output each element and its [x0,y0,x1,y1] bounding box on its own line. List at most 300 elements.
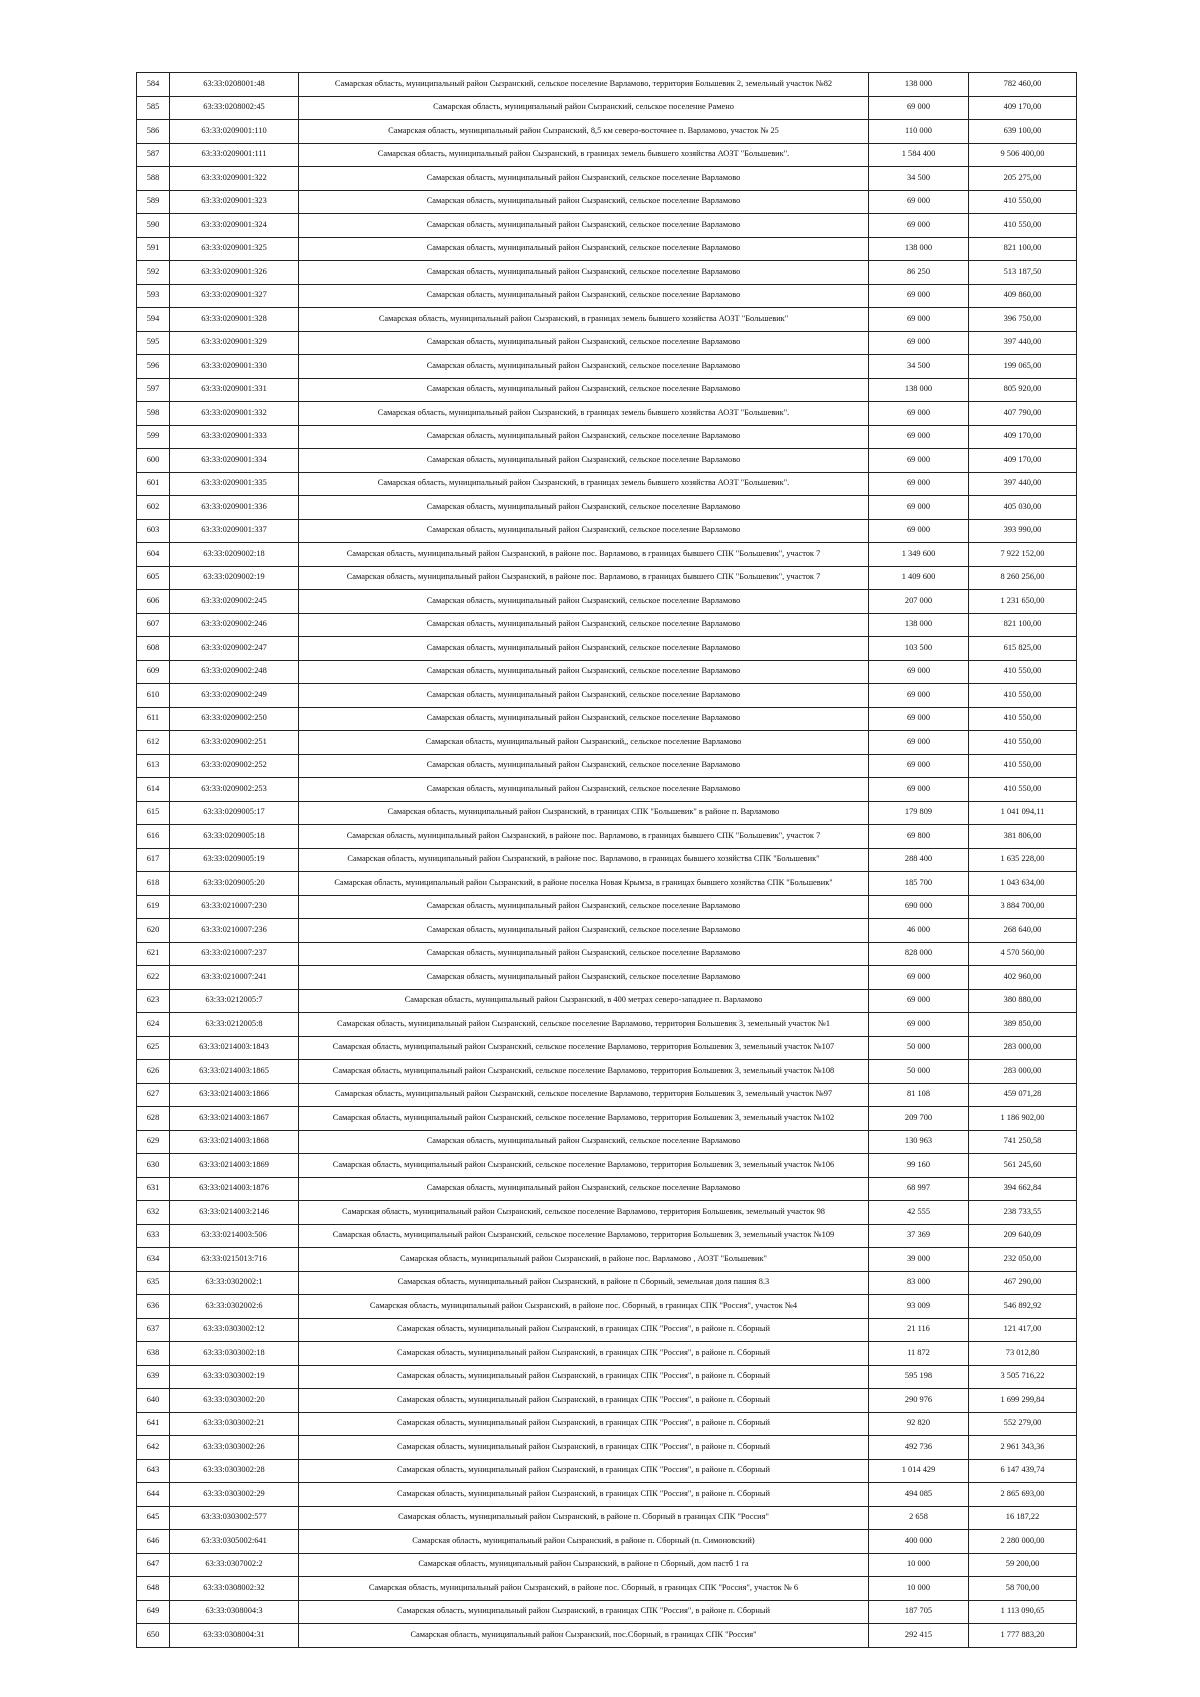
row-number-cell: 648 [137,1577,170,1601]
table-row [137,1177,1077,1201]
cadastral-number-cell: 63:33:0214003:2146 [170,1201,299,1225]
table-row [137,167,1077,191]
address-cell: Самарская область, муниципальный район Сызранский, сельское поселение Варламово [299,895,869,919]
address-cell: Самарская область, муниципальный район Сызранский, сельское поселение Варламово [299,378,869,402]
area-cell: 130 963 [869,1130,969,1154]
address-cell: Самарская область, муниципальный район Сызранский, сельское поселение Варламово, территория Большевик 3, земельный участок №106 [299,1154,869,1178]
area-cell: 69 000 [869,284,969,308]
cadastral-number-cell: 63:33:0209002:251 [170,731,299,755]
address-cell: Самарская область, муниципальный район Сызранский, сельское поселение Варламово, территория Большевик 3, земельный участок №107 [299,1036,869,1060]
row-number-cell: 600 [137,449,170,473]
cadastral-value-cell: 513 187,50 [969,261,1077,285]
cadastral-number-cell: 63:33:0209001:110 [170,120,299,144]
document-page [136,72,1076,1648]
table-row [137,1553,1077,1577]
table-row [137,801,1077,825]
cadastral-value-cell: 2 865 693,00 [969,1483,1077,1507]
table-row [137,872,1077,896]
row-number-cell: 635 [137,1271,170,1295]
cadastral-number-cell: 63:33:0209001:335 [170,472,299,496]
row-number-cell: 589 [137,190,170,214]
cadastral-value-cell: 821 100,00 [969,237,1077,261]
row-number-cell: 615 [137,801,170,825]
table-row [137,143,1077,167]
area-cell: 69 000 [869,989,969,1013]
address-cell: Самарская область, муниципальный район Сызранский, в границах земель бывшего хозяйства АОЗТ "Большевик". [299,402,869,426]
cadastral-value-cell: 410 550,00 [969,214,1077,238]
cadastral-value-cell: 209 640,09 [969,1224,1077,1248]
table-row [137,1154,1077,1178]
row-number-cell: 587 [137,143,170,167]
cadastral-number-cell: 63:33:0209001:331 [170,378,299,402]
cadastral-value-cell: 405 030,00 [969,496,1077,520]
address-cell: Самарская область, муниципальный район Сызранский, сельское поселение Варламово [299,966,869,990]
row-number-cell: 597 [137,378,170,402]
table-row [137,660,1077,684]
address-cell: Самарская область, муниципальный район Сызранский, в границах земель бывшего хозяйства АОЗТ "Большевик" [299,308,869,332]
area-cell: 69 000 [869,96,969,120]
address-cell: Самарская область, муниципальный район Сызранский, сельское поселение Варламово [299,1130,869,1154]
cadastral-number-cell: 63:33:0303002:577 [170,1506,299,1530]
row-number-cell: 624 [137,1013,170,1037]
row-number-cell: 609 [137,660,170,684]
row-number-cell: 636 [137,1295,170,1319]
cadastral-value-cell: 380 880,00 [969,989,1077,1013]
area-cell: 10 000 [869,1577,969,1601]
table-row [137,1224,1077,1248]
area-cell: 69 000 [869,331,969,355]
cadastral-value-cell: 4 570 560,00 [969,942,1077,966]
cadastral-number-cell: 63:33:0209001:336 [170,496,299,520]
table-row [137,355,1077,379]
table-row [137,1624,1077,1648]
address-cell: Самарская область, муниципальный район Сызранский, сельское поселение Варламово [299,613,869,637]
address-cell: Самарская область, муниципальный район Сызранский, сельское поселение Варламово, территория Большевик 3, земельный участок №102 [299,1107,869,1131]
area-cell: 138 000 [869,237,969,261]
cadastral-value-cell: 402 960,00 [969,966,1077,990]
table-row [137,1577,1077,1601]
table-row [137,308,1077,332]
address-cell: Самарская область, муниципальный район Сызранский, в районе пос. Варламово, в границах бывшего хозяйства СПК "Большевик" [299,848,869,872]
address-cell: Самарская область, муниципальный район Сызранский, в границах земель бывшего хозяйства АОЗТ "Большевик". [299,143,869,167]
table-row [137,120,1077,144]
area-cell: 69 000 [869,519,969,543]
row-number-cell: 598 [137,402,170,426]
row-number-cell: 626 [137,1060,170,1084]
row-number-cell: 639 [137,1365,170,1389]
cadastral-number-cell: 63:33:0214003:1867 [170,1107,299,1131]
area-cell: 69 000 [869,402,969,426]
cadastral-value-cell: 397 440,00 [969,472,1077,496]
table-row [137,754,1077,778]
table-row [137,449,1077,473]
row-number-cell: 599 [137,425,170,449]
row-number-cell: 649 [137,1600,170,1624]
table-row [137,1013,1077,1037]
area-cell: 68 997 [869,1177,969,1201]
area-cell: 290 976 [869,1389,969,1413]
address-cell: Самарская область, муниципальный район Сызранский, сельское поселение Варламово [299,660,869,684]
address-cell: Самарская область, муниципальный район Сызранский, в районе пос. Варламово, в границах бывшего СПК "Большевик", участок 7 [299,825,869,849]
table-row [137,566,1077,590]
cadastral-number-cell: 63:33:0209002:247 [170,637,299,661]
table-row [137,707,1077,731]
cadastral-number-cell: 63:33:0303002:26 [170,1436,299,1460]
area-cell: 69 000 [869,449,969,473]
table-row [137,1412,1077,1436]
table-row [137,472,1077,496]
cadastral-number-cell: 63:33:0302002:1 [170,1271,299,1295]
address-cell: Самарская область, муниципальный район Сызранский, в районе пос. Варламово , АОЗТ "Большевик" [299,1248,869,1272]
row-number-cell: 607 [137,613,170,637]
row-number-cell: 634 [137,1248,170,1272]
table-row [137,1295,1077,1319]
cadastral-value-cell: 409 170,00 [969,449,1077,473]
address-cell: Самарская область, муниципальный район Сызранский, сельское поселение Варламово [299,284,869,308]
row-number-cell: 632 [137,1201,170,1225]
row-number-cell: 608 [137,637,170,661]
address-cell: Самарская область, муниципальный район Сызранский, сельское поселение Варламово [299,237,869,261]
area-cell: 69 000 [869,966,969,990]
table-row [137,825,1077,849]
cadastral-value-cell: 407 790,00 [969,402,1077,426]
row-number-cell: 641 [137,1412,170,1436]
address-cell: Самарская область, муниципальный район Сызранский, в границах СПК "Россия", в районе п. Сборный [299,1483,869,1507]
address-cell: Самарская область, муниципальный район Сызранский, в районе п. Сборный (п. Симоновский) [299,1530,869,1554]
cadastral-number-cell: 63:33:0210007:236 [170,919,299,943]
cadastral-value-cell: 396 750,00 [969,308,1077,332]
row-number-cell: 602 [137,496,170,520]
table-row [137,190,1077,214]
cadastral-value-cell: 59 200,00 [969,1553,1077,1577]
cadastral-value-cell: 389 850,00 [969,1013,1077,1037]
row-number-cell: 643 [137,1459,170,1483]
address-cell: Самарская область, муниципальный район Сызранский, пос.Сборный, в границах СПК "Россия" [299,1624,869,1648]
cadastral-value-cell: 1 113 090,65 [969,1600,1077,1624]
table-row [137,731,1077,755]
cadastral-number-cell: 63:33:0214003:1868 [170,1130,299,1154]
cadastral-value-cell: 821 100,00 [969,613,1077,637]
address-cell: Самарская область, муниципальный район Сызранский, в районе поселка Новая Крымза, в границах бывшего хозяйства СПК "Большевик" [299,872,869,896]
table-row [137,1530,1077,1554]
row-number-cell: 618 [137,872,170,896]
area-cell: 828 000 [869,942,969,966]
cadastral-value-cell: 2 280 000,00 [969,1530,1077,1554]
table-row [137,214,1077,238]
address-cell: Самарская область, муниципальный район Сызранский, в границах СПК "Россия", в районе п. Сборный [299,1412,869,1436]
area-cell: 2 658 [869,1506,969,1530]
row-number-cell: 584 [137,73,170,97]
cadastral-value-cell: 393 990,00 [969,519,1077,543]
area-cell: 10 000 [869,1553,969,1577]
cadastral-number-cell: 63:33:0210007:230 [170,895,299,919]
address-cell: Самарская область, муниципальный район Сызранский, сельское поселение Варламово [299,778,869,802]
address-cell: Самарская область, муниципальный район Сызранский, сельское поселение Варламово [299,684,869,708]
cadastral-number-cell: 63:33:0209005:17 [170,801,299,825]
row-number-cell: 630 [137,1154,170,1178]
row-number-cell: 627 [137,1083,170,1107]
cadastral-number-cell: 63:33:0308004:31 [170,1624,299,1648]
row-number-cell: 642 [137,1436,170,1460]
row-number-cell: 619 [137,895,170,919]
table-row [137,1600,1077,1624]
table-row [137,1506,1077,1530]
area-cell: 34 500 [869,167,969,191]
area-cell: 69 000 [869,425,969,449]
row-number-cell: 605 [137,566,170,590]
cadastral-number-cell: 63:33:0303002:29 [170,1483,299,1507]
address-cell: Самарская область, муниципальный район Сызранский, сельское поселение Варламово [299,167,869,191]
table-row [137,942,1077,966]
cadastral-number-cell: 63:33:0208001:48 [170,73,299,97]
cadastral-value-cell: 121 417,00 [969,1318,1077,1342]
table-row [137,895,1077,919]
area-cell: 1 014 429 [869,1459,969,1483]
address-cell: Самарская область, муниципальный район Сызранский, в границах СПК "Россия", в районе п. Сборный [299,1436,869,1460]
row-number-cell: 646 [137,1530,170,1554]
cadastral-number-cell: 63:33:0209005:18 [170,825,299,849]
table-row [137,543,1077,567]
cadastral-value-cell: 232 050,00 [969,1248,1077,1272]
area-cell: 46 000 [869,919,969,943]
table-row [137,378,1077,402]
cadastral-value-cell: 639 100,00 [969,120,1077,144]
area-cell: 34 500 [869,355,969,379]
table-body [137,73,1077,1648]
cadastral-value-cell: 410 550,00 [969,660,1077,684]
cadastral-number-cell: 63:33:0209005:19 [170,848,299,872]
cadastral-number-cell: 63:33:0209001:323 [170,190,299,214]
area-cell: 207 000 [869,590,969,614]
cadastral-number-cell: 63:33:0209001:326 [170,261,299,285]
row-number-cell: 647 [137,1553,170,1577]
address-cell: Самарская область, муниципальный район Сызранский, в границах СПК "Россия", в районе п. Сборный [299,1342,869,1366]
address-cell: Самарская область, муниципальный район Сызранский, сельское поселение Варламово [299,214,869,238]
cadastral-value-cell: 1 043 634,00 [969,872,1077,896]
row-number-cell: 595 [137,331,170,355]
row-number-cell: 601 [137,472,170,496]
address-cell: Самарская область, муниципальный район Сызранский, сельское поселение Варламово [299,449,869,473]
area-cell: 69 000 [869,472,969,496]
land-plots-table [136,72,1077,1648]
cadastral-number-cell: 63:33:0208002:45 [170,96,299,120]
area-cell: 288 400 [869,848,969,872]
cadastral-value-cell: 409 170,00 [969,425,1077,449]
area-cell: 92 820 [869,1412,969,1436]
cadastral-value-cell: 1 777 883,20 [969,1624,1077,1648]
cadastral-number-cell: 63:33:0214003:1866 [170,1083,299,1107]
cadastral-value-cell: 199 065,00 [969,355,1077,379]
cadastral-value-cell: 459 071,28 [969,1083,1077,1107]
cadastral-number-cell: 63:33:0215013:716 [170,1248,299,1272]
table-row [137,261,1077,285]
table-row [137,1083,1077,1107]
table-row [137,496,1077,520]
cadastral-value-cell: 394 662,84 [969,1177,1077,1201]
cadastral-value-cell: 283 000,00 [969,1060,1077,1084]
address-cell: Самарская область, муниципальный район Сызранский, сельское поселение Варламово [299,519,869,543]
address-cell: Самарская область, муниципальный район Сызранский, в границах СПК "Большевик" в районе п. Варламово [299,801,869,825]
table-row [137,1436,1077,1460]
area-cell: 69 000 [869,684,969,708]
row-number-cell: 586 [137,120,170,144]
cadastral-value-cell: 3 505 716,22 [969,1365,1077,1389]
table-row [137,637,1077,661]
cadastral-value-cell: 1 041 094,11 [969,801,1077,825]
cadastral-number-cell: 63:33:0303002:20 [170,1389,299,1413]
table-row [137,1130,1077,1154]
table-row [137,590,1077,614]
cadastral-value-cell: 741 250,58 [969,1130,1077,1154]
cadastral-value-cell: 73 012,80 [969,1342,1077,1366]
area-cell: 292 415 [869,1624,969,1648]
table-row [137,96,1077,120]
cadastral-number-cell: 63:33:0303002:12 [170,1318,299,1342]
cadastral-number-cell: 63:33:0209001:324 [170,214,299,238]
cadastral-number-cell: 63:33:0303002:21 [170,1412,299,1436]
cadastral-number-cell: 63:33:0303002:18 [170,1342,299,1366]
address-cell: Самарская область, муниципальный район Сызранский, сельское поселение Варламово [299,496,869,520]
row-number-cell: 614 [137,778,170,802]
area-cell: 39 000 [869,1248,969,1272]
address-cell: Самарская область, муниципальный район Сызранский, в районе пос. Сборный, в границах СПК "Россия", участок №4 [299,1295,869,1319]
cadastral-value-cell: 410 550,00 [969,731,1077,755]
cadastral-value-cell: 238 733,55 [969,1201,1077,1225]
row-number-cell: 592 [137,261,170,285]
area-cell: 69 000 [869,214,969,238]
cadastral-number-cell: 63:33:0307002:2 [170,1553,299,1577]
area-cell: 50 000 [869,1036,969,1060]
row-number-cell: 644 [137,1483,170,1507]
table-row [137,331,1077,355]
row-number-cell: 593 [137,284,170,308]
cadastral-value-cell: 381 806,00 [969,825,1077,849]
row-number-cell: 590 [137,214,170,238]
cadastral-value-cell: 7 922 152,00 [969,543,1077,567]
cadastral-number-cell: 63:33:0209001:330 [170,355,299,379]
table-row [137,778,1077,802]
row-number-cell: 637 [137,1318,170,1342]
area-cell: 99 160 [869,1154,969,1178]
cadastral-value-cell: 3 884 700,00 [969,895,1077,919]
row-number-cell: 622 [137,966,170,990]
cadastral-number-cell: 63:33:0209002:18 [170,543,299,567]
table-row [137,1271,1077,1295]
area-cell: 185 700 [869,872,969,896]
cadastral-value-cell: 805 920,00 [969,378,1077,402]
row-number-cell: 588 [137,167,170,191]
address-cell: Самарская область, муниципальный район Сызранский, сельское поселение Варламово [299,425,869,449]
address-cell: Самарская область, муниципальный район Сызранский, сельское поселение Варламово [299,355,869,379]
cadastral-number-cell: 63:33:0302002:6 [170,1295,299,1319]
table-row [137,402,1077,426]
address-cell: Самарская область, муниципальный район Сызранский, в границах СПК "Россия", в районе п. Сборный [299,1365,869,1389]
cadastral-value-cell: 58 700,00 [969,1577,1077,1601]
area-cell: 110 000 [869,120,969,144]
table-row [137,284,1077,308]
row-number-cell: 585 [137,96,170,120]
cadastral-number-cell: 63:33:0209001:111 [170,143,299,167]
cadastral-number-cell: 63:33:0209001:327 [170,284,299,308]
cadastral-number-cell: 63:33:0209001:329 [170,331,299,355]
cadastral-number-cell: 63:33:0209001:328 [170,308,299,332]
cadastral-value-cell: 409 170,00 [969,96,1077,120]
area-cell: 187 705 [869,1600,969,1624]
table-row [137,989,1077,1013]
cadastral-number-cell: 63:33:0214003:1843 [170,1036,299,1060]
cadastral-number-cell: 63:33:0212005:8 [170,1013,299,1037]
area-cell: 69 000 [869,660,969,684]
area-cell: 11 872 [869,1342,969,1366]
cadastral-number-cell: 63:33:0209002:250 [170,707,299,731]
address-cell: Самарская область, муниципальный район Сызранский, сельское поселение Варламово [299,590,869,614]
table-row [137,1060,1077,1084]
cadastral-number-cell: 63:33:0212005:7 [170,989,299,1013]
cadastral-number-cell: 63:33:0214003:1865 [170,1060,299,1084]
row-number-cell: 613 [137,754,170,778]
area-cell: 1 349 600 [869,543,969,567]
area-cell: 494 085 [869,1483,969,1507]
area-cell: 690 000 [869,895,969,919]
area-cell: 69 000 [869,308,969,332]
cadastral-number-cell: 63:33:0210007:237 [170,942,299,966]
area-cell: 69 000 [869,731,969,755]
row-number-cell: 620 [137,919,170,943]
address-cell: Самарская область, муниципальный район Сызранский, в районе п Сборный, дом пастб 1 га [299,1553,869,1577]
table-row [137,1107,1077,1131]
table-row [137,1365,1077,1389]
address-cell: Самарская область, муниципальный район Сызранский, в границах СПК "Россия", в районе п. Сборный [299,1459,869,1483]
row-number-cell: 603 [137,519,170,543]
area-cell: 37 369 [869,1224,969,1248]
address-cell: Самарская область, муниципальный район Сызранский, в районе пос. Сборный, в границах СПК "Россия", участок № 6 [299,1577,869,1601]
address-cell: Самарская область, муниципальный район Сызранский, в районе пос. Варламово, в границах бывшего СПК "Большевик", участок 7 [299,543,869,567]
table-row [137,425,1077,449]
cadastral-number-cell: 63:33:0303002:19 [170,1365,299,1389]
area-cell: 69 800 [869,825,969,849]
cadastral-value-cell: 8 260 256,00 [969,566,1077,590]
cadastral-value-cell: 1 186 902,00 [969,1107,1077,1131]
cadastral-value-cell: 283 000,00 [969,1036,1077,1060]
cadastral-value-cell: 546 892,92 [969,1295,1077,1319]
row-number-cell: 617 [137,848,170,872]
area-cell: 492 736 [869,1436,969,1460]
area-cell: 1 409 600 [869,566,969,590]
row-number-cell: 596 [137,355,170,379]
area-cell: 81 108 [869,1083,969,1107]
area-cell: 400 000 [869,1530,969,1554]
table-row [137,1201,1077,1225]
area-cell: 138 000 [869,73,969,97]
address-cell: Самарская область, муниципальный район Сызранский, в границах СПК "Россия", в районе п. Сборный [299,1389,869,1413]
cadastral-number-cell: 63:33:0209001:334 [170,449,299,473]
cadastral-value-cell: 410 550,00 [969,707,1077,731]
row-number-cell: 604 [137,543,170,567]
address-cell: Самарская область, муниципальный район Сызранский, в границах СПК "Россия", в районе п. Сборный [299,1600,869,1624]
table-row [137,1459,1077,1483]
cadastral-value-cell: 552 279,00 [969,1412,1077,1436]
area-cell: 1 584 400 [869,143,969,167]
cadastral-value-cell: 410 550,00 [969,754,1077,778]
table-row [137,684,1077,708]
address-cell: Самарская область, муниципальный район Сызранский, сельское поселение Варламово, территория Большевик 3, земельный участок №1 [299,1013,869,1037]
address-cell: Самарская область, муниципальный район Сызранский, сельское поселение Варламово [299,190,869,214]
address-cell: Самарская область, муниципальный район Сызранский, сельское поселение Варламово [299,261,869,285]
cadastral-value-cell: 2 961 343,36 [969,1436,1077,1460]
cadastral-value-cell: 561 245,60 [969,1154,1077,1178]
table-row [137,519,1077,543]
address-cell: Самарская область, муниципальный район Сызранский, сельское поселение Варламово [299,1177,869,1201]
